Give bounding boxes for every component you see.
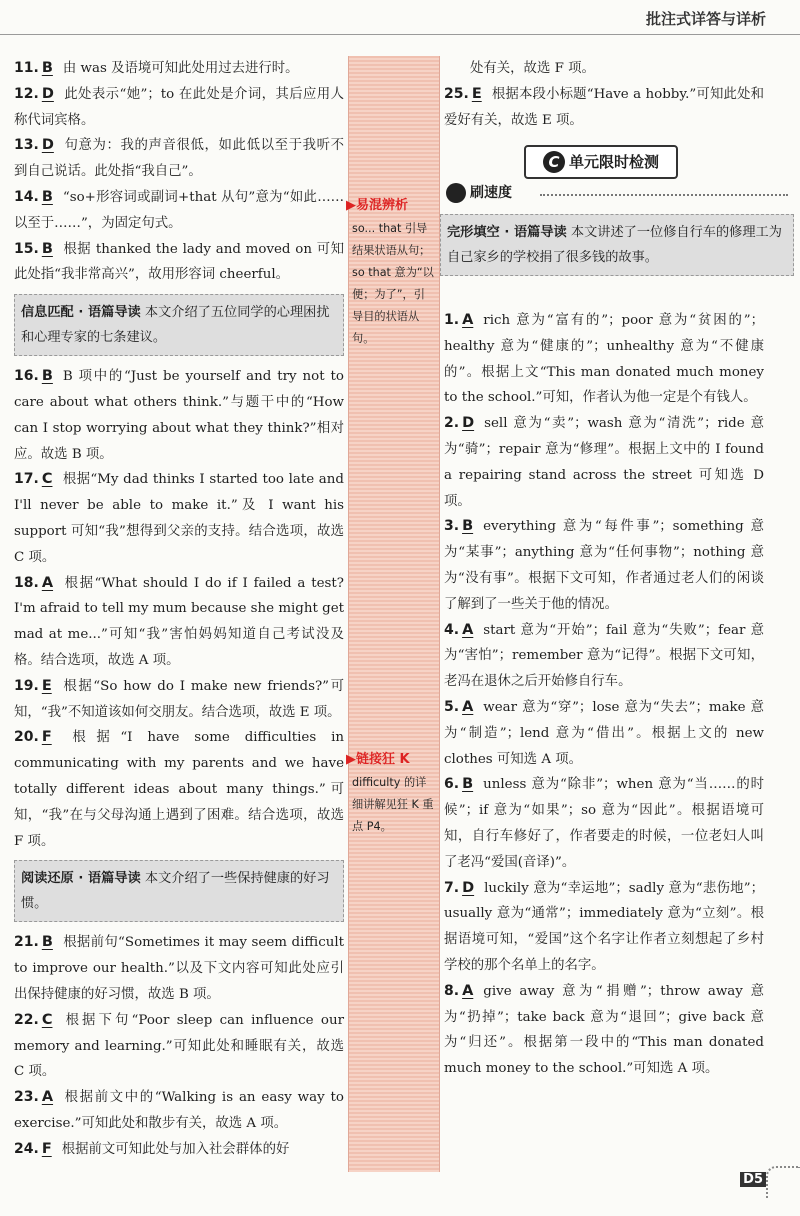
- item-explanation: rich 意为“富有的”；poor 意为“贫困的”；healthy 意为“健康的”；unhealthy 意为“不健康的”。根据上文“This man donated much money to the school.”可知，作者认为他一定是个有钱人。: [444, 313, 764, 406]
- item-explanation: 此处表示“她”；to 在此处是介词，其后应用人称代词宾格。: [14, 86, 344, 128]
- item-answer: D: [462, 879, 475, 896]
- answer-item: [444, 411, 764, 514]
- answer-item: [14, 1008, 344, 1085]
- right-column-top: [444, 56, 764, 133]
- unit-title-text: 单元限时检测: [568, 153, 659, 171]
- item-answer: B: [41, 60, 53, 76]
- item-answer: B: [41, 240, 53, 257]
- answer-item: [444, 618, 764, 695]
- item-number: 14.: [14, 188, 39, 205]
- page-number: D5: [740, 1172, 766, 1187]
- item-explanation: 根据“What should I do if I failed a test? I'm afraid to tell my mum because she might get mad at me...”可知“我”害怕妈妈知道自己考试没及格。结合选项，故选 A 项。: [14, 575, 345, 668]
- item-explanation: everything 意为“每件事”；something 意为“某事”；anything 意为“任何事物”；nothing 意为“没有事”。根据下文可知，作者通过老人们的闲谈了解到了一些关于他的情况。: [444, 519, 764, 612]
- continued-text: 处有关，故选 F 项。: [470, 61, 595, 76]
- item-number: 20.: [14, 729, 39, 746]
- item-number: 7.: [444, 879, 460, 896]
- item-number: 6.: [444, 776, 460, 793]
- item-explanation: 根据 thanked the lady and moved on 可知此处指“我非常高兴”，故用形容词 cheerful。: [14, 241, 344, 283]
- item-explanation: 根据“So how do I make new friends?”可知，“我”不知道该如何交朋友。结合选项，故选 E 项。: [14, 678, 344, 720]
- item-number: 25.: [444, 85, 469, 102]
- side-note-difficulty: difficulty 的详细讲解见狂 K 重点 P4。: [352, 776, 434, 833]
- right-column-items: [444, 308, 764, 1082]
- item-number: 13.: [14, 137, 39, 154]
- item-explanation: unless 意为“除非”；when 意为“当……的时候”；if 意为“如果”；so 意为“因此”。根据语境可知，自行车修好了，作者要走的时候，一位老妇人叫了老冯“爱国(音译)”。: [444, 777, 764, 870]
- answer-item: [444, 514, 764, 617]
- answer-item: [14, 674, 344, 726]
- item-number: 5.: [444, 698, 460, 715]
- item-explanation: 根据本段小标题“Have a hobby.”可知此处和爱好有关，故选 E 项。: [444, 86, 764, 128]
- left-column: [14, 56, 344, 1162]
- item-explanation: sell 意为“卖”；wash 意为“清洗”；ride 意为“骑”；repair 意为“修理”。根据上文中的 I found a repairing stand across the street 可知选 D 项。: [444, 416, 764, 509]
- item-number: 11.: [14, 60, 39, 76]
- item-number: 2.: [444, 415, 460, 432]
- answer-item: [444, 308, 764, 411]
- item-answer: A: [462, 621, 474, 638]
- page-header-title: 批注式详答与详析: [645, 10, 766, 28]
- item-explanation: 根据前句“Sometimes it may seem difficult to improve our health.”以及下文内容可知此处应引出保持健康的好习惯，故选 B 项。: [14, 935, 344, 1002]
- item-answer: A: [41, 574, 54, 591]
- answer-item: [444, 82, 764, 134]
- item-number: 17.: [14, 471, 39, 488]
- item-answer: B: [41, 368, 53, 385]
- item-explanation: 根据前文中的“Walking is an easy way to exercise.”可知此处和散步有关，故选 A 项。: [14, 1090, 344, 1131]
- item-explanation: B 项中的“Just be yourself and try not to care about what others think.”与题干中的“How can I stop worrying about what they think?”相对应。故选 B 项。: [14, 369, 344, 462]
- item-explanation: 由 was 及语境可知此处用过去进行时。: [62, 61, 299, 76]
- answer-item: [444, 772, 764, 875]
- answer-item: [14, 82, 344, 134]
- answer-item: [14, 725, 344, 854]
- answer-item: [444, 979, 764, 1082]
- answer-item: [14, 1085, 344, 1137]
- item-answer: D: [41, 85, 54, 102]
- item-explanation: 句意为：我的声音很低，如此低以至于我听不到自己说话。此处指“我自己”。: [14, 138, 344, 180]
- corner-decoration: [766, 1166, 800, 1198]
- speed-dotted-line: [540, 194, 788, 196]
- item-answer: B: [41, 188, 53, 205]
- section-guide: 本文介绍了一些保持健康的好习惯。: [21, 871, 330, 912]
- item-number: 8.: [444, 982, 460, 999]
- side-tag-confusion: ▶易混辨析: [346, 198, 408, 213]
- item-explanation: 根据“I have some difficulties in communicating with my parents and we have totally different ideas about many things.”可知，“我”在与父母沟通上遇到了困难。结合选项，故选 F 项。: [14, 730, 344, 849]
- item-answer: F: [41, 729, 52, 746]
- item-answer: B: [41, 934, 53, 951]
- section-label: 阅读还原 · 语篇导读: [21, 871, 141, 887]
- item-answer: C: [41, 1011, 53, 1028]
- section-cloze: [440, 214, 794, 276]
- item-answer: F: [41, 1140, 52, 1157]
- answer-item: [14, 185, 344, 237]
- item-number: 21.: [14, 934, 39, 951]
- answer-item: [14, 56, 344, 82]
- item-answer: E: [471, 85, 482, 102]
- section-label: 信息匹配 · 语篇导读: [21, 305, 141, 321]
- item-answer: D: [41, 137, 54, 154]
- side-tag-link: ▶链接狂 K: [346, 752, 410, 767]
- item-answer: A: [41, 1089, 54, 1106]
- unit-test-title: [524, 145, 678, 179]
- answer-item: [444, 695, 764, 772]
- item-explanation: wear 意为“穿”；lose 意为“失去”；make 意为“制造”；lend 意为“借出”。根据上文的 new clothes 可知选 A 项。: [444, 699, 764, 767]
- section-guide: 本文介绍了五位同学的心理困扰和心理专家的七条建议。: [21, 305, 330, 346]
- answer-item: [14, 571, 344, 674]
- item-explanation: start 意为“开始”；fail 意为“失败”；fear 意为“害怕”；remember 意为“记得”。根据下文可知，老冯在退休之后开始修自行车。: [444, 622, 764, 690]
- item-explanation: give away 意为“捐赠”；throw away 意为“扔掉”；take back 意为“退回”；give back 意为“归还”。根据第一段中的“This man donated much money to the school.”可知选 A 项。: [444, 983, 764, 1077]
- item-answer: D: [462, 415, 475, 432]
- item-number: 24.: [14, 1140, 39, 1157]
- speed-label: 刷速度: [470, 185, 512, 201]
- item-explanation: luckily 意为“幸运地”；sadly 意为“悲伤地”；usually 意为“通常”；immediately 意为“立刻”。根据语境可知，“爱国”这个名字让作者立刻想起了乡村学校的那个名单上的名字。: [444, 880, 764, 973]
- answer-item: [14, 467, 344, 570]
- item-answer: A: [462, 698, 474, 715]
- item-number: 12.: [14, 85, 39, 102]
- answer-item: [14, 364, 344, 467]
- item-number: 22.: [14, 1011, 39, 1028]
- answer-item: [14, 237, 344, 289]
- speed-icon: [446, 183, 466, 203]
- item-explanation: 根据下句“Poor sleep can influence our memory and learning.”可知此处和睡眠有关，故选 C 项。: [14, 1012, 344, 1080]
- item-answer: B: [462, 518, 474, 535]
- item-answer: B: [462, 776, 474, 793]
- item-explanation: 根据前文可知此处与加入社会群体的好: [61, 1141, 290, 1157]
- item-explanation: “so+形容词或副词+that 从句”意为“如此……以至于……”，为固定句式。: [14, 189, 344, 231]
- section-label: 完形填空 · 语篇导读: [447, 225, 567, 240]
- section-guide: 本文讲述了一位修自行车的修理工为自己家乡的学校捐了很多钱的故事。: [447, 225, 782, 265]
- answer-item: [14, 1137, 344, 1163]
- item-number: 3.: [444, 518, 460, 535]
- speed-section-title: [446, 182, 512, 203]
- answer-item: [444, 876, 764, 979]
- unit-c-icon: C: [543, 151, 565, 173]
- item-answer: E: [41, 677, 52, 694]
- header-divider: [0, 34, 800, 35]
- section-info-matching: [14, 294, 344, 356]
- item-answer: A: [462, 982, 474, 999]
- item-answer: A: [462, 312, 474, 328]
- side-note-so-that: so... that 引导结果状语从句；so that 意为“以便；为了”，引导目的状语从句。: [352, 222, 434, 345]
- answer-item: [14, 930, 344, 1007]
- item-number: 4.: [444, 621, 460, 638]
- item-answer: C: [41, 471, 53, 488]
- item-number: 18.: [14, 574, 39, 591]
- item-explanation: 根据“My dad thinks I started too late and I'll never be able to make it.”及 I want his support 可知“我”想得到父亲的支持。结合选项，故选 C 项。: [14, 472, 344, 565]
- item-number: 23.: [14, 1089, 39, 1106]
- item-number: 19.: [14, 677, 39, 694]
- item-number: 15.: [14, 240, 39, 257]
- section-reading-restore: [14, 860, 344, 922]
- answer-item: [14, 133, 344, 185]
- item-number: 16.: [14, 368, 39, 385]
- item-number: 1.: [444, 312, 460, 328]
